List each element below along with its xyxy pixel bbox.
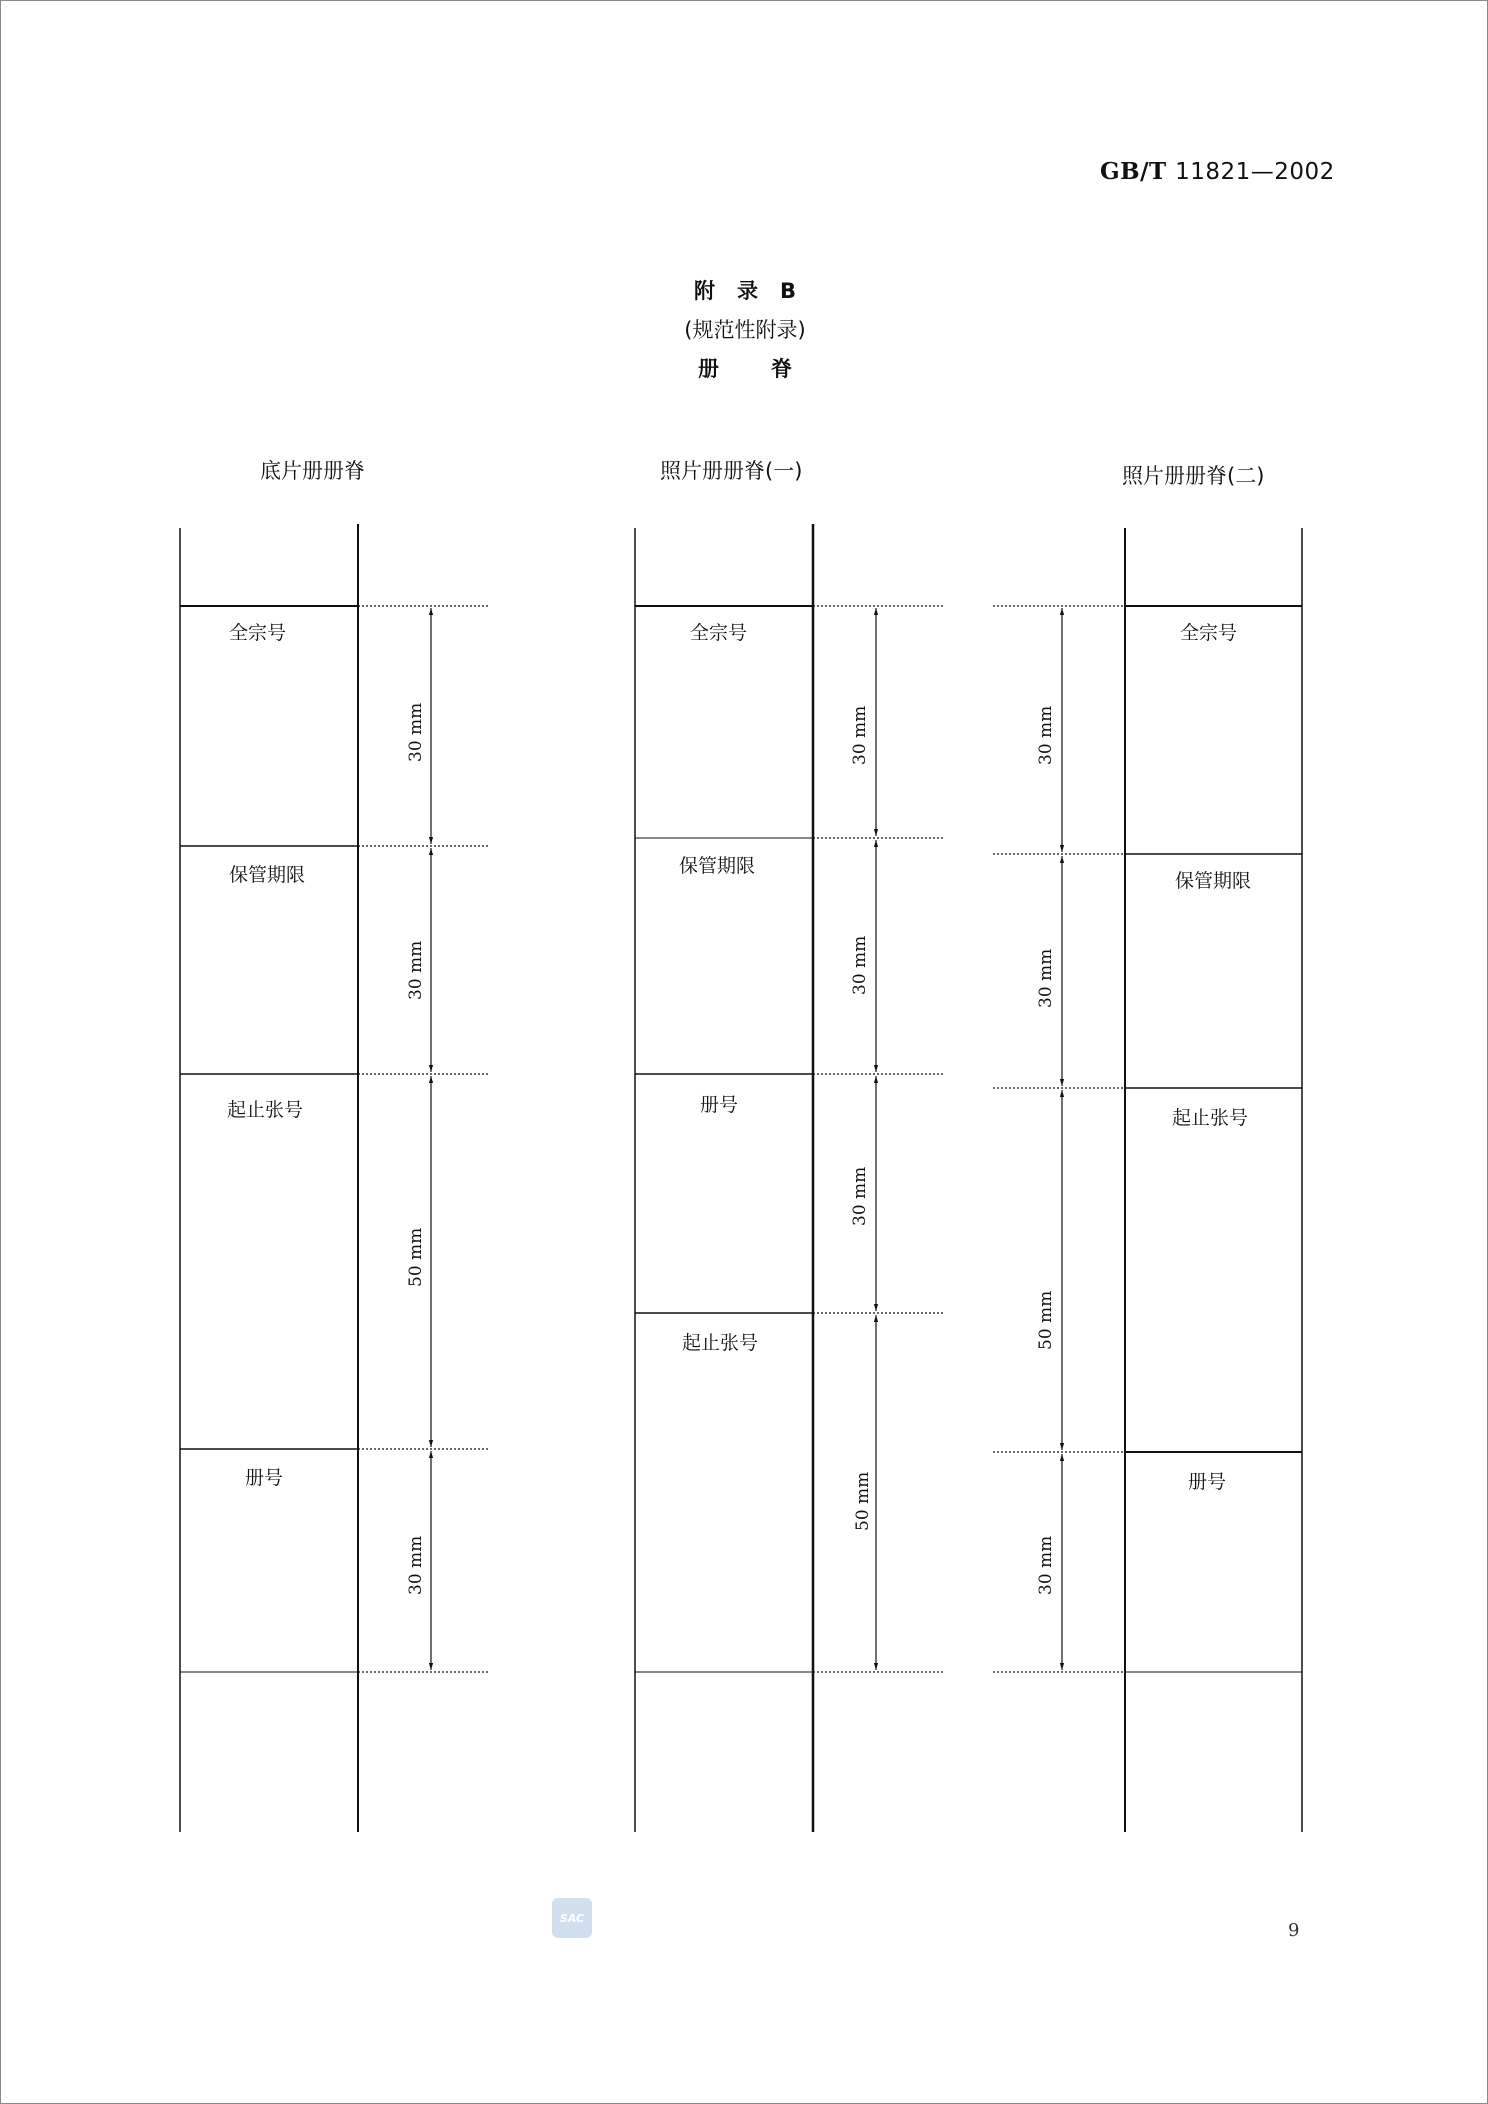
spine-title-photo-1: 照片册册脊(一): [660, 459, 803, 483]
dimension-label: 50 mm: [1036, 1290, 1056, 1350]
appendix-subtitle: (规范性附录): [684, 318, 806, 342]
page-number: 9: [1288, 1920, 1300, 1941]
standard-code: GB/T 11821—2002: [1100, 158, 1335, 185]
dimension-label: 30 mm: [1036, 1535, 1056, 1595]
cell-label-sheet-range: 起止张号: [227, 1099, 304, 1121]
spine-title-negative: 底片册册脊: [260, 459, 365, 483]
dimension-label: 50 mm: [406, 1227, 426, 1287]
appendix-title: 附录B: [693, 279, 818, 303]
appendix-heading: 册脊: [698, 357, 844, 381]
dimension-label: 30 mm: [850, 935, 870, 995]
extension-lines: [813, 606, 945, 1672]
cell-label-volume-number: 册号: [1188, 1471, 1227, 1493]
dimension-label: 30 mm: [1036, 705, 1056, 765]
cell-label-fonds-number: 全宗号: [229, 622, 287, 644]
dimension-label: 30 mm: [406, 1535, 426, 1595]
cell-label-retention-period: 保管期限: [1175, 870, 1252, 892]
dimension-label: 30 mm: [406, 702, 426, 762]
cell-label-sheet-range: 起止张号: [1172, 1107, 1249, 1129]
spine-photo-1: [635, 524, 945, 1832]
cell-label-volume-number: 册号: [245, 1467, 284, 1489]
sac-logo: SAC: [552, 1898, 592, 1938]
cell-label-retention-period: 保管期限: [679, 855, 756, 877]
cell-label-fonds-number: 全宗号: [690, 622, 748, 644]
cell-label-retention-period: 保管期限: [229, 864, 306, 886]
cell-label-fonds-number: 全宗号: [1180, 622, 1238, 644]
spine-negative: [180, 524, 490, 1832]
dimension-label: 50 mm: [853, 1471, 873, 1531]
dimension-label: 30 mm: [850, 705, 870, 765]
dimension-label: 30 mm: [1036, 948, 1056, 1008]
extension-lines: [993, 606, 1125, 1672]
extension-lines: [358, 606, 490, 1672]
cell-label-volume-number: 册号: [700, 1094, 739, 1116]
cell-label-sheet-range: 起止张号: [682, 1332, 759, 1354]
dimension-label: 30 mm: [406, 940, 426, 1000]
spine-title-photo-2: 照片册册脊(二): [1122, 464, 1265, 488]
dimension-label: 30 mm: [850, 1166, 870, 1226]
